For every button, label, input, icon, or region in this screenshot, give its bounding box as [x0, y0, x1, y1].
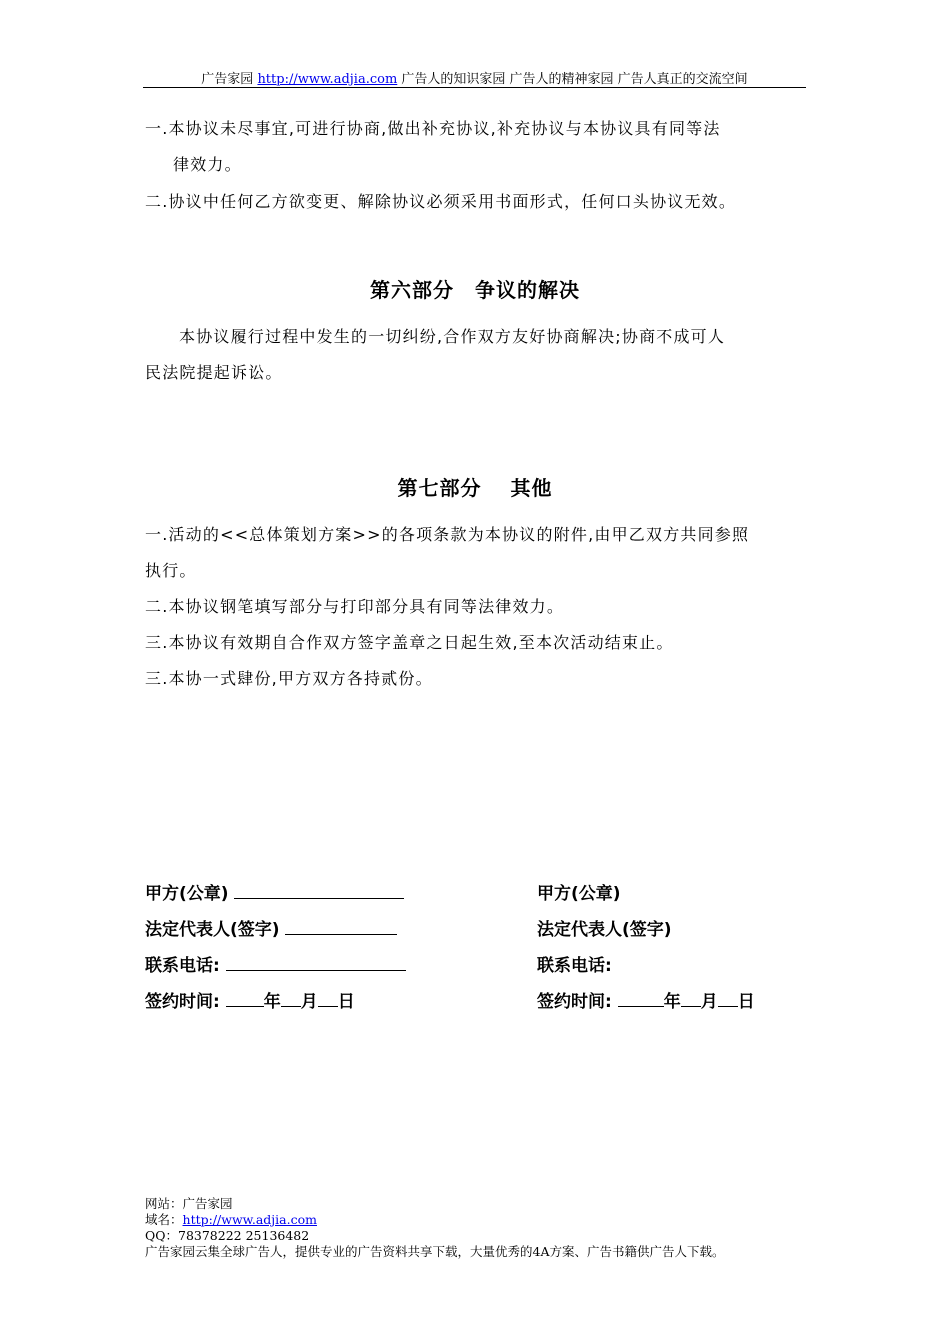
sig-left-seal: [145, 876, 404, 912]
sig-left-seal-blank[interactable]: [234, 880, 404, 899]
sig-left-month: 月: [300, 992, 318, 1012]
sig-right-year: 年: [663, 992, 681, 1012]
sig-right-year-blank[interactable]: [618, 988, 664, 1007]
footer-site: 网站：广告家园: [145, 1196, 233, 1211]
section7-item1-line1: 一.活动的<<总体策划方案>>的各项条款为本协议的附件,由甲乙双方共同参照: [145, 525, 750, 544]
sig-left-month-blank[interactable]: [281, 988, 301, 1007]
sig-left-day: 日: [337, 992, 355, 1012]
header-divider: [143, 87, 806, 88]
sig-right-day: 日: [737, 992, 755, 1012]
footer-domain-link[interactable]: http://www.adjia.com: [182, 1212, 317, 1227]
footer-qq: QQ：78378222 25136482: [145, 1228, 310, 1243]
sig-right-day-blank[interactable]: [718, 988, 738, 1007]
sig-right-seal: 甲方(公章): [537, 884, 621, 904]
sig-left-date: [145, 984, 355, 1020]
sig-left-day-blank[interactable]: [318, 988, 338, 1007]
page-footer: [145, 1196, 724, 1260]
sig-left-seal-label: 甲方(公章): [145, 884, 229, 904]
sig-left-rep-blank[interactable]: [285, 916, 397, 935]
section5-item1: [145, 111, 800, 183]
sig-left-date-label: 签约时间:: [145, 992, 220, 1012]
sig-right-month: 月: [700, 992, 718, 1012]
header-prefix: 广告家园: [201, 72, 258, 87]
section5-item2: 二.协议中任何乙方欲变更、解除协议必须采用书面形式，任何口头协议无效。: [145, 192, 737, 211]
section6-body-line2: 民法院提起诉讼。: [145, 363, 283, 382]
section6-body-line1: 本协议履行过程中发生的一切纠纷,合作双方友好协商解决;协商不成可人: [179, 327, 726, 346]
sig-right-date-label: 签约时间:: [537, 992, 612, 1012]
sig-right-date: [537, 984, 755, 1020]
sig-right-month-blank[interactable]: [681, 988, 701, 1007]
footer-domain: [145, 1212, 724, 1228]
sig-right-phone: 联系电话:: [537, 956, 612, 976]
section7-item3: 三.本协议有效期自合作双方签字盖章之日起生效,至本次活动结束止。: [145, 633, 674, 652]
sig-left-rep-label: 法定代表人(签字): [145, 920, 280, 940]
sig-left-phone: [145, 948, 406, 984]
section7-item1-line2: 执行。: [145, 561, 197, 580]
sig-left-phone-label: 联系电话:: [145, 956, 220, 976]
sig-right-rep: 法定代表人(签字): [537, 920, 672, 940]
section7-heading: 第七部分 其他: [397, 476, 553, 500]
section7-item1: [145, 517, 800, 589]
header-link[interactable]: http://www.adjia.com: [257, 72, 398, 87]
sig-left-year-blank[interactable]: [226, 988, 264, 1007]
section5-item1-line1: 一.本协议未尽事宜,可进行协商,做出补充协议,补充协议与本协议具有同等法: [145, 119, 721, 138]
section6-body: [145, 319, 800, 391]
sig-left-year: 年: [263, 992, 281, 1012]
section6-heading: 第六部分 争议的解决: [370, 278, 580, 302]
section7-item4: 三.本协一式肆份,甲方双方各持贰份。: [145, 669, 433, 688]
header-suffix: 广告人的知识家园 广告人的精神家园 广告人真正的交流空间: [397, 72, 748, 87]
section5-item1-line2: 律效力。: [173, 155, 242, 174]
footer-tagline: 广告家园云集全球广告人，提供专业的广告资料共享下载，大量优秀的4A方案、广告书籍供广告人下载。: [145, 1244, 725, 1259]
page-header: [143, 68, 806, 87]
sig-left-rep: [145, 912, 397, 948]
sig-left-phone-blank[interactable]: [226, 952, 406, 971]
footer-domain-label: 域名：: [145, 1212, 183, 1227]
section7-item2: 二.本协议钢笔填写部分与打印部分具有同等法律效力。: [145, 597, 565, 616]
